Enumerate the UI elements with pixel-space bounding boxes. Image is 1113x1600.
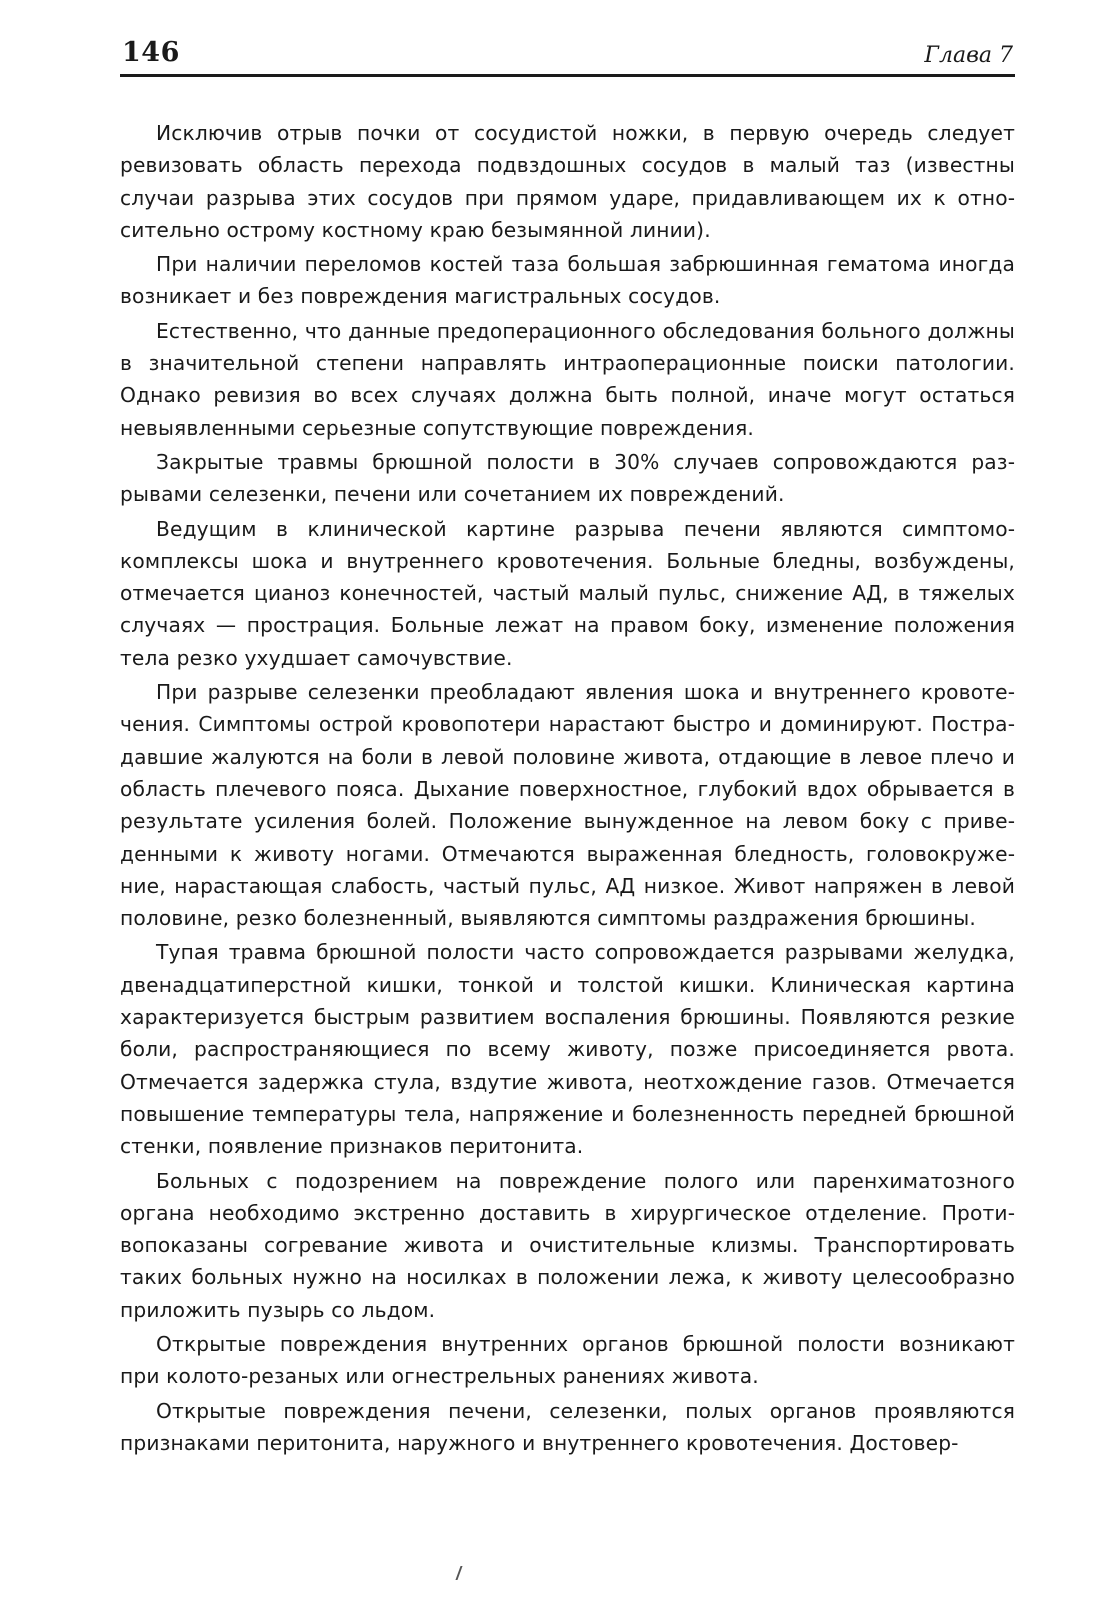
running-header [120, 30, 1015, 77]
page-number: 146 [122, 37, 180, 68]
paragraph-5: Ведущим в клинической картине разрыва печени являются симптомокомплексы шока и внутреннего кровотечения. Больные бледны, возбуждены, отмечается цианоз конечностей, частый малый пульс, снижение АД, в тяжелых случаях — прострация. Больные лежат на правом боку, изменение положения тела резко ухудшает самочувствие. [120, 516, 1015, 670]
paragraph-2: При наличии переломов костей таза большая забрюшинная гематома иногда возникает и без повреждения магистральных сосудов. [120, 252, 1015, 309]
paragraph-10: Открытые повреждения печени, селезенки, полых органов проявляются признаками перитонита, наружного и внутреннего кровотечения. Достовер- [120, 1398, 1015, 1455]
paragraph-7: Тупая травма брюшной полости часто сопровождается разрывами желудка, двенадцатиперстной кишки, тонкой и толстой кишки. Клиническая картина характеризуется быстрым развитием воспаления брюшины. Появляются резкие боли, распространяющиеся по всему животу, позже присоединяется рвота. Отмечается задержка стула, вздутие живота, неотхождение газов. Отмечается повышение температуры тела, напряжение и болезненность передней брюшной стенки, появление признаков перитонита. [120, 940, 1015, 1159]
page-body [120, 117, 1015, 1459]
paragraph-8: Больных с подозрением на повреждение полого или паренхиматозного органа необходимо экстренно доставить в хирургическое отделение. Противопоказаны согревание живота и очистительные клизмы. Транспортировать таких больных нужно на носилках в положении лежа, к животу целесообразно приложить пузырь со льдом. [120, 1168, 1015, 1322]
paragraph-1: Исключив отрыв почки от сосудистой ножки, в первую очередь следует ревизовать область перехода подвздошных сосудов в малый таз (известны случаи разрыва этих сосудов при прямом ударе, придавливающем их к относительно острому костному краю безымянной линии). [120, 121, 1015, 242]
book-page [120, 30, 1015, 1461]
paragraph-3: Естественно, что данные предоперационного обследования больного должны в значительной степени направлять интраоперационные поиски патологии. Однако ревизия во всех случаях должна быть полной, иначе могут остаться невыявленными серьезные сопутствующие повреждения. [120, 318, 1015, 440]
paragraph-9: Открытые повреждения внутренних органов брюшной полости возникают при колото-резаных или огнестрельных ранениях живота. [120, 1331, 1015, 1389]
chapter-title: Глава 7 [924, 43, 1013, 68]
paragraph-6: При разрыве селезенки преобладают явления шока и внутреннего кровотечения. Симптомы острой кровопотери нарастают быстро и доминируют. Пострадавшие жалуются на боли в левой половине живота, отдающие в левое плечо и область плечевого пояса. Дыхание поверхностное, глубокий вдох обрывается в результате усиления болей. Положение вынужденное на левом боку с приведенными к животу ногами. Отмечаются выраженная бледность, головокружение, нарастающая слабость, частый пульс, АД низкое. Живот напряжен в левой половине, резко болезненный, выявляются симптомы раздражения брюшины. [120, 680, 1015, 931]
paragraph-4: Закрытые травмы брюшной полости в 30% случаев сопровождаются разрывами селезенки, печени или сочетанием их повреждений. [120, 449, 1015, 507]
scan-mark [455, 1566, 468, 1580]
